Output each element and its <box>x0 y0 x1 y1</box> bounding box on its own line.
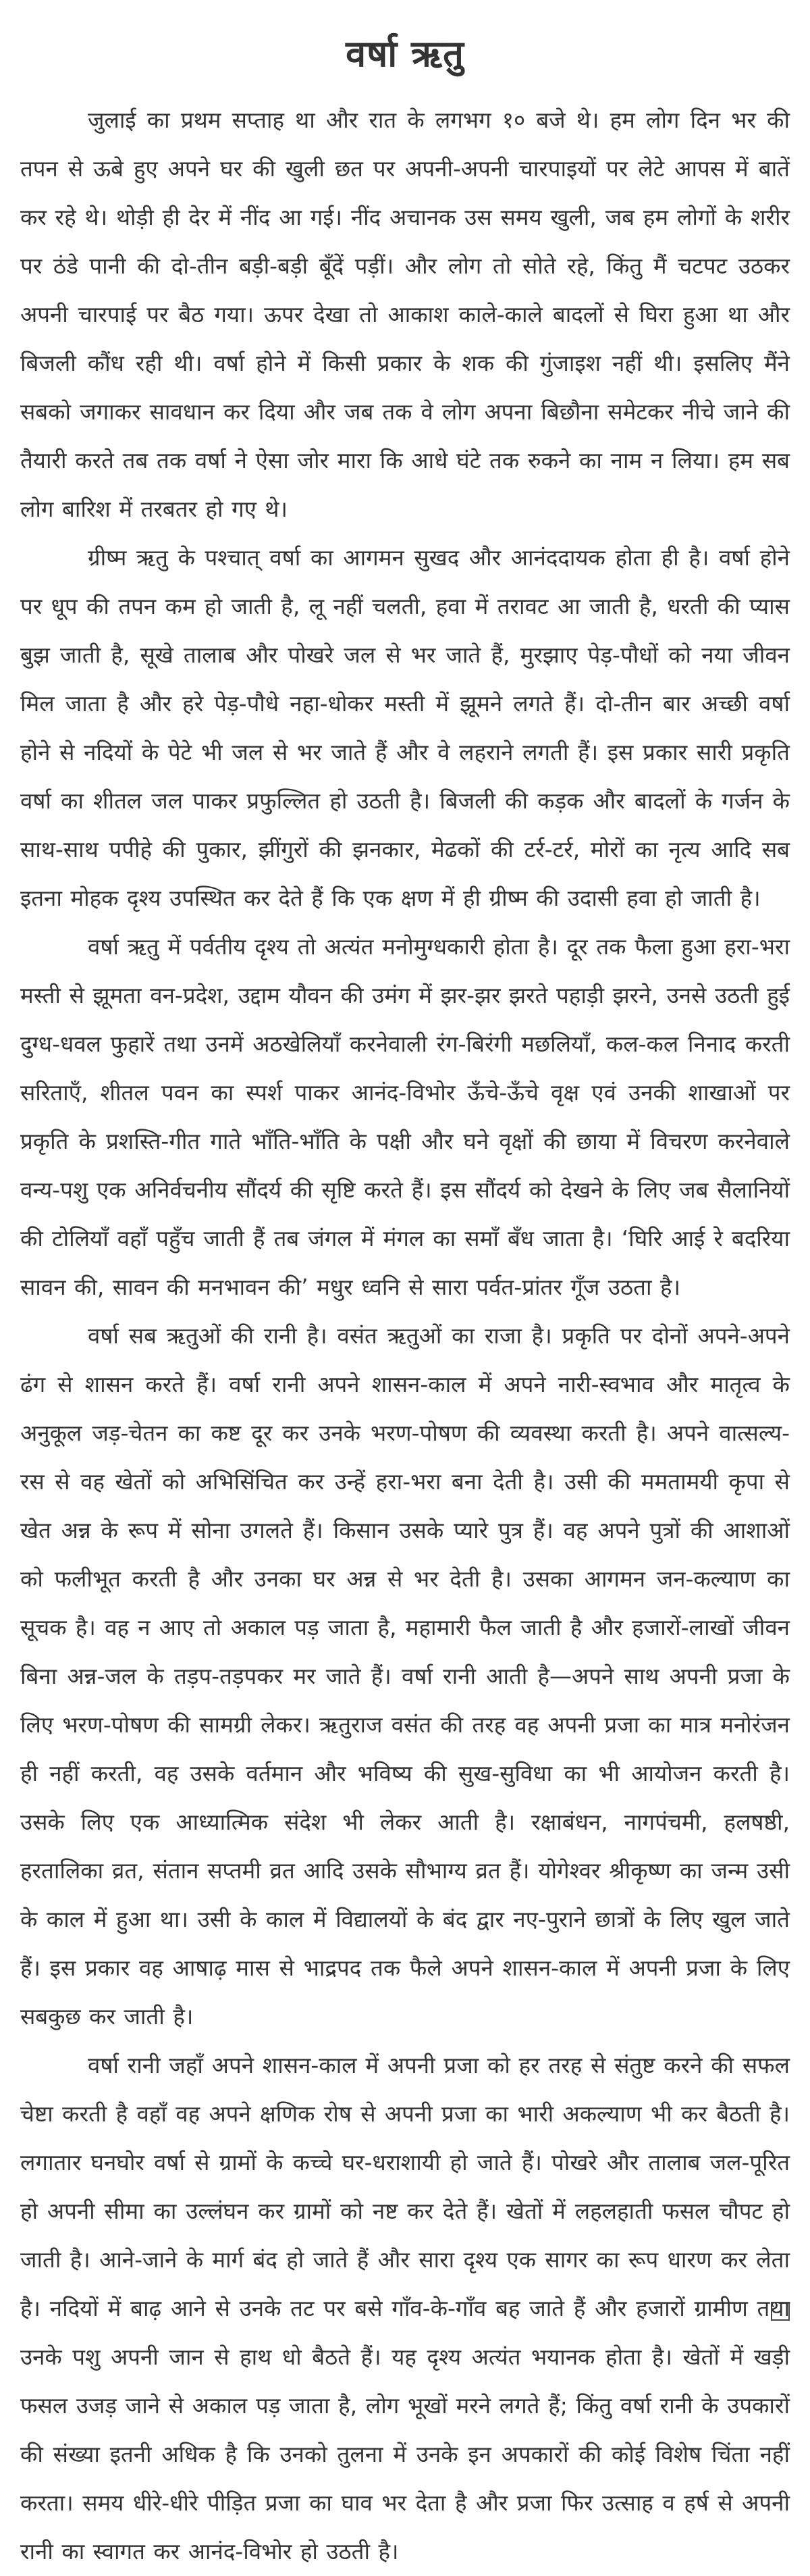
paragraph-2: ग्रीष्म ऋतु के पश्चात् वर्षा का आगमन सुखद और आनंददायक होता ही है। वर्षा होने पर धूप की तपन कम हो जाती है, लू नहीं चलती, हवा में तरावट आ जाती है, धरती की प्यास बुझ जाती है, सूखे तालाब और पोखरे जल से भर जाते हैं, मुरझाए पेड़-पौधों को नया जीवन मिल जाता है और हरे पेड़-पौधे नहा-धोकर मस्ती में झूमने लगते हैं। दो-तीन बार अच्छी वर्षा होने से नदियों के पेटे भी जल से भर जाते हैं और वे लहराने लगती हैं। इस प्रकार सारी प्रकृति वर्षा का शीतल जल पाकर प्रफुल्लित हो उठती है। बिजली की कड़क और बादलों के गर्जन के साथ-साथ पपीहे की पुकार, झींगुरों की झनकार, मेढकों की टर्र-टर्र, मोरों का नृत्य आदि सब इतना मोहक दृश्य उपस्थित कर देते हैं कि एक क्षण में ही ग्रीष्म की उदासी हवा हो जाती है। <box>20 544 790 911</box>
paragraph-5: वर्षा रानी जहाँ अपने शासन-काल में अपनी प्रजा को हर तरह से संतुष्ट करने की सफल चेष्टा करती है वहाँ वह अपने क्षणिक रोष से अपनी प्रजा का भारी अकल्याण भी कर बैठती है। लगातार घनघोर वर्षा से ग्रामों के कच्चे घर-धराशायी हो जाते हैं। पोखरे और तालाब जल-पूरित हो अपनी सीमा का उल्लंघन कर ग्रामों को नष्ट कर देते हैं। खेतों में लहलहाती फसल चौपट हो जाती है। आने-जाने के मार्ग बंद हो जाते हैं और सारा दृश्य एक सागर का रूप धारण कर लेता है। नदियों में बाढ़ आने से उनके तट पर बसे गाँव-के-गाँव बह जाते हैं और हजारों ग्रामीण तथा उनके पशु अपनी जान से हाथ धो बैठते हैं। यह दृश्य अत्यंत भयानक होता है। खेतों में खड़ी फसल उजड़ जाने से अकाल पड़ जाता है, लोग भूखों मरने लगते हैं; किंतु वर्षा रानी के उपकारों की संख्या इतनी अधिक है कि उनको तुलना में उनके इन अपकारों की कोई विशेष चिंता नहीं करता। समय धीरे-धीरे पीड़ित प्रजा का घाव भर देता है और प्रजा फिर उत्साह व हर्ष से अपनी रानी का स्वागत कर आनंद-विभोर हो उठती है। <box>20 2052 790 2565</box>
end-marker-square-icon <box>771 2302 790 2321</box>
paragraph-1: जुलाई का प्रथम सप्ताह था और रात के लगभग १० बजे थे। हम लोग दिन भर की तपन से ऊबे हुए अपने घर की खुली छत पर अपनी-अपनी चारपाइयों पर लेटे आपस में बातें कर रहे थे। थोड़ी ही देर में नींद आ गई। नींद अचानक उस समय खुली, जब हम लोगों के शरीर पर ठंडे पानी की दो-तीन बड़ी-बड़ी बूँदें पड़ीं। और लोग तो सोते रहे, किंतु मैं चटपट उठकर अपनी चारपाई पर बैठ गया। ऊपर देखा तो आकाश काले-काले बादलों से घिरा हुआ था और बिजली कौंध रही थी। वर्षा होने में किसी प्रकार के शक की गुंजाइश नहीं थी। इसलिए मैंने सबको जगाकर सावधान कर दिया और जब तक वे लोग अपना बिछौना समेटकर नीचे जाने की तैयारी करते तब तक वर्षा ने ऐसा जोर मारा कि आधे घंटे तक रुकने का नाम न लिया। हम सब लोग बारिश में तरबतर हो गए थे। <box>20 107 790 522</box>
paragraph-4: वर्षा सब ऋतुओं की रानी है। वसंत ऋतुओं का राजा है। प्रकृति पर दोनों अपने-अपने ढंग से शासन करते हैं। वर्षा रानी अपने शासन-काल में अपने नारी-स्वभाव और मातृत्व के अनुकूल जड़-चेतन का कष्ट दूर कर उनके भरण-पोषण की व्यवस्था करती है। अपने वात्सल्य-रस से वह खेतों को अभिसिंचित कर उन्हें हरा-भरा बना देती है। उसी की ममतामयी कृपा से खेत अन्न के रूप में सोना उगलते हैं। किसान उसके प्यारे पुत्र हैं। वह अपने पुत्रों की आशाओं को फलीभूत करती है और उनका घर अन्न से भर देती है। उसका आगमन जन-कल्याण का सूचक है। वह न आए तो अकाल पड़ जाता है, महामारी फैल जाती है और हजारों-लाखों जीवन बिना अन्न-जल के तड़प-तड़पकर मर जाते हैं। वर्षा रानी आती है—अपने साथ अपनी प्रजा के लिए भरण-पोषण की सामग्री लेकर। ऋतुराज वसंत की तरह वह अपनी प्रजा का मात्र मनोरंजन ही नहीं करती, वह उसके वर्तमान और भविष्य की सुख-सुविधा का भी आयोजन करती है। उसके लिए एक आध्यात्मिक संदेश भी लेकर आती है। रक्षाबंधन, नागपंचमी, हलषष्ठी, हरतालिका व्रत, संतान सप्तमी व्रत आदि उसके सौभाग्य व्रत हैं। योगेश्वर श्रीकृष्ण का जन्म उसी के काल में हुआ था। उसी के काल में विद्यालयों के बंद द्वार नए-पुराने छात्रों के लिए खुल जाते हैं। इस प्रकार वह आषाढ़ मास से भाद्रपद तक फैले अपने शासन-काल में अपनी प्रजा के लिए सबकुछ कर जाती है। <box>20 1322 790 2030</box>
essay-title: वर्षा ऋतु <box>346 32 464 75</box>
paragraph-3: वर्षा ऋतु में पर्वतीय दृश्य तो अत्यंत मनोमुग्धकारी होता है। दूर तक फैला हुआ हरा-भरा मस्ती से झूमता वन-प्रदेश, उद्दाम यौवन की उमंग में झर-झर झरते पहाड़ी झरने, उनसे उठती हुई दुग्ध-धवल फुहारें तथा उनमें अठखेलियाँ करनेवाली रंग-बिरंगी मछलियाँ, कल-कल निनाद करती सरिताएँ, शीतल पवन का स्पर्श पाकर आनंद-विभोर ऊँचे-ऊँचे वृक्ष एवं उनकी शाखाओं पर प्रकृति के प्रशस्ति-गीत गाते भाँति-भाँति के पक्षी और घने वृक्षों की छाया में विचरण करनेवाले वन्य-पशु एक अनिर्वचनीय सौंदर्य की सृष्टि करते हैं। इस सौंदर्य को देखने के लिए जब सैलानियों की टोलियाँ वहाँ पहुँच जाती हैं तब जंगल में मंगल का समाँ बँध जाता है। ‘घिरि आई रे बदरिया सावन की, सावन की मनभावन की’ मधुर ध्वनि से सारा पर्वत-प्रांतर गूँज उठता है। <box>20 933 790 1300</box>
